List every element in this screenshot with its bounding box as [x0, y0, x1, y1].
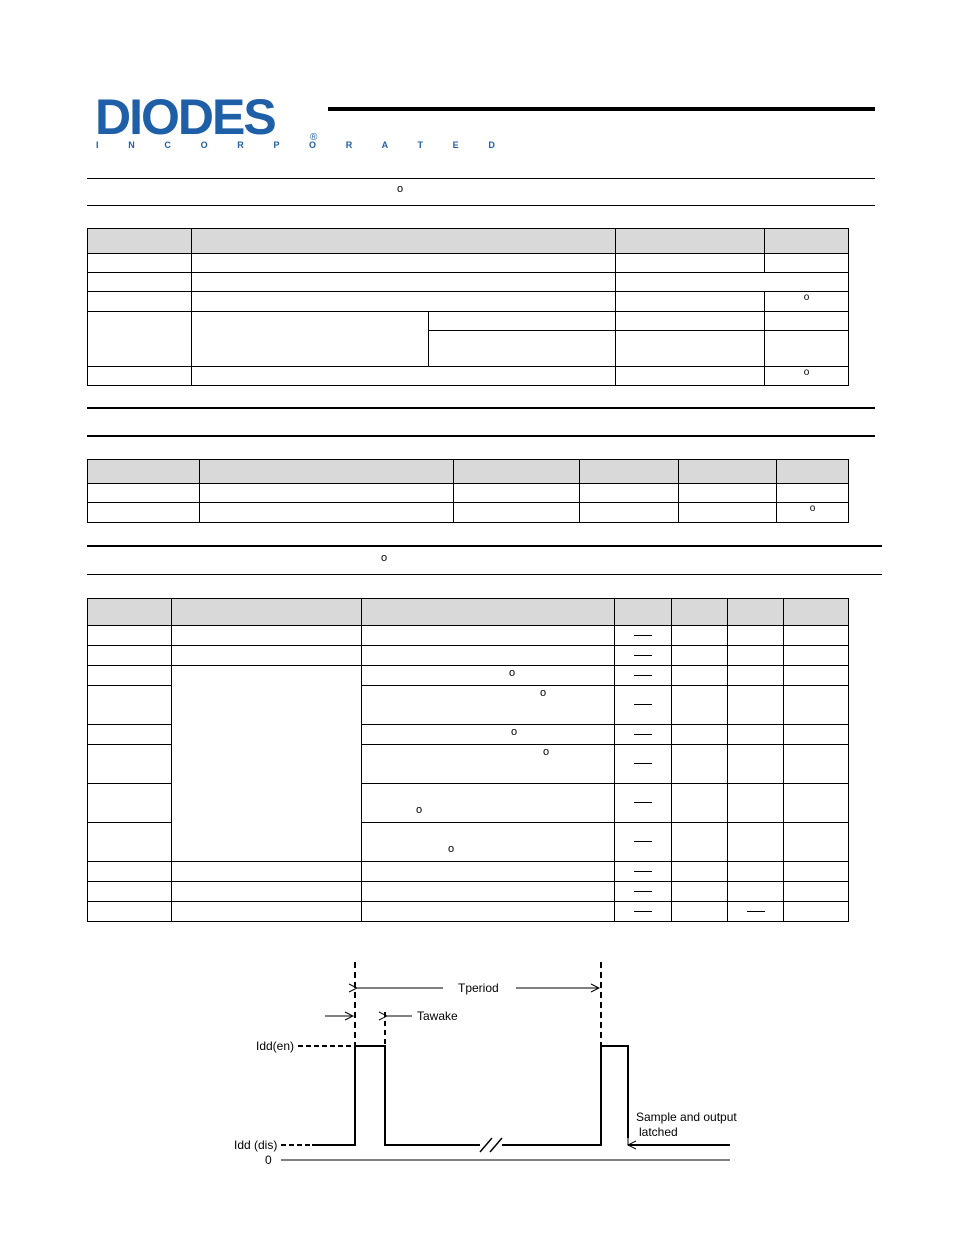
idd-en-label: Idd(en)	[256, 1039, 295, 1053]
degree-symbol: o	[448, 843, 455, 855]
degree-symbol: o	[540, 687, 547, 699]
break-mark-2	[490, 1138, 502, 1152]
degree-symbol: o	[509, 667, 516, 679]
sample-label-line1: Sample and output	[636, 1110, 737, 1124]
section-3-degree-symbol: o	[381, 552, 388, 564]
zero-label: 0	[265, 1153, 272, 1167]
registered-mark: ®	[310, 132, 318, 143]
current-waveform-tail	[502, 1046, 628, 1145]
section-1-degree-symbol: o	[397, 183, 404, 195]
sample-label-line2: latched	[639, 1125, 678, 1139]
idd-dis-label: Idd (dis)	[234, 1138, 278, 1152]
tperiod-label: Tperiod	[458, 981, 499, 995]
degree-symbol: o	[511, 726, 518, 738]
current-waveform	[312, 1046, 480, 1145]
tawake-label: Tawake	[417, 1009, 458, 1023]
break-mark-1	[480, 1138, 492, 1152]
degree-cell: o	[777, 503, 849, 523]
degree-symbol: o	[416, 804, 423, 816]
degree-symbol: o	[543, 746, 550, 758]
degree-cell: o	[765, 367, 849, 386]
diodes-logo: DIODES	[95, 89, 275, 145]
degree-cell: o	[765, 292, 849, 312]
diodes-logo-subtitle: I N C O R P O R A T E D	[96, 140, 509, 150]
